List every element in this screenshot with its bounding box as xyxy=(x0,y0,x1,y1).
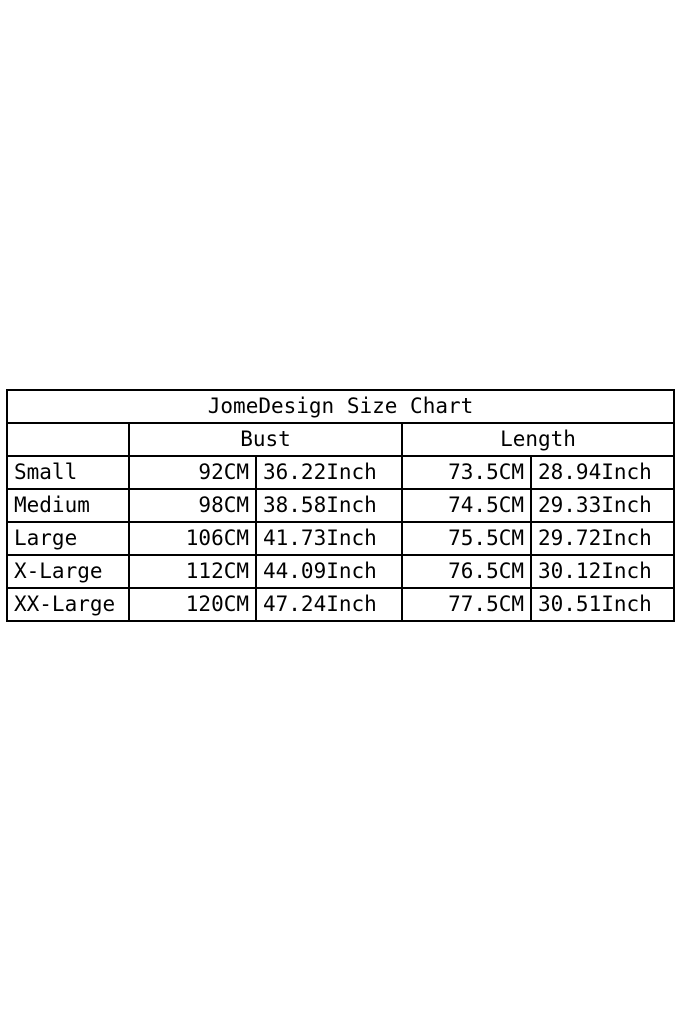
row-bust-inch: 47.24Inch xyxy=(256,588,402,621)
row-length-inch: 29.33Inch xyxy=(531,489,674,522)
row-length-inch: 30.51Inch xyxy=(531,588,674,621)
row-size-label: Large xyxy=(7,522,129,555)
row-size-label: X-Large xyxy=(7,555,129,588)
row-length-inch: 29.72Inch xyxy=(531,522,674,555)
row-length-cm: 73.5CM xyxy=(402,456,531,489)
row-length-cm: 77.5CM xyxy=(402,588,531,621)
table-row xyxy=(7,489,674,522)
row-length-inch: 30.12Inch xyxy=(531,555,674,588)
row-bust-inch: 44.09Inch xyxy=(256,555,402,588)
row-length-cm: 75.5CM xyxy=(402,522,531,555)
group-header-length: Length xyxy=(402,423,674,456)
row-size-label: XX-Large xyxy=(7,588,129,621)
row-bust-cm: 98CM xyxy=(129,489,256,522)
row-bust-cm: 112CM xyxy=(129,555,256,588)
row-size-label: Medium xyxy=(7,489,129,522)
page-title: JomeDesign Size Chart xyxy=(7,390,674,423)
table-row xyxy=(7,555,674,588)
row-bust-inch: 41.73Inch xyxy=(256,522,402,555)
group-header-bust: Bust xyxy=(129,423,402,456)
size-chart-table xyxy=(6,389,675,622)
table-row xyxy=(7,456,674,489)
row-bust-cm: 120CM xyxy=(129,588,256,621)
row-bust-inch: 38.58Inch xyxy=(256,489,402,522)
table-group-header-row xyxy=(7,423,674,456)
row-bust-inch: 36.22Inch xyxy=(256,456,402,489)
table-title-row xyxy=(7,390,674,423)
row-length-cm: 74.5CM xyxy=(402,489,531,522)
row-bust-cm: 92CM xyxy=(129,456,256,489)
row-size-label: Small xyxy=(7,456,129,489)
size-chart-container xyxy=(6,389,673,622)
row-length-cm: 76.5CM xyxy=(402,555,531,588)
table-row xyxy=(7,522,674,555)
row-length-inch: 28.94Inch xyxy=(531,456,674,489)
table-row xyxy=(7,588,674,621)
group-header-blank xyxy=(7,423,129,456)
row-bust-cm: 106CM xyxy=(129,522,256,555)
